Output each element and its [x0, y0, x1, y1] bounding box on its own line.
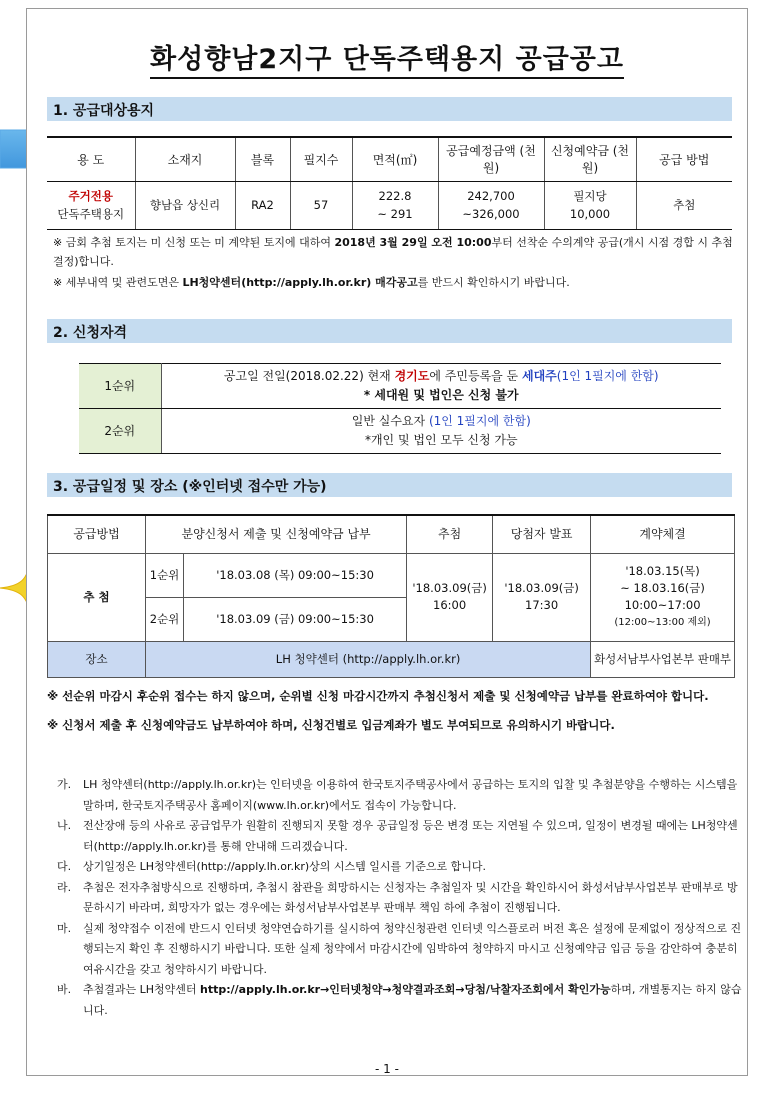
cell-location: 향남읍 상신리: [135, 181, 235, 229]
table-row: [48, 641, 735, 677]
important-note: ※ 신청서 제출 후 신청예약금도 납부하여야 하며, 신청건별로 입금계좌가 별도 부여되므로 유의하시기 바랍니다.: [47, 718, 615, 732]
table-row: [79, 364, 721, 409]
schedule-table: [47, 514, 735, 678]
table-header-row: [47, 137, 732, 181]
col-use: 용 도: [47, 137, 135, 181]
cell-rank-1-date: '18.03.08 (목) 09:00~15:30: [184, 553, 407, 597]
note-2: ※ 세부내역 및 관련도면은 LH청약센터(http://apply.lh.or.kr) 매각공고를 반드시 확인하시기 바랍니다.: [53, 276, 570, 289]
section-2-heading: 2. 신청자격: [47, 319, 732, 343]
table-row: [48, 553, 735, 597]
cell-price: 242,700 ~326,000: [438, 181, 544, 229]
section-1-heading: 1. 공급대상용지: [47, 97, 732, 121]
rank-1-desc: 공고일 전일(2018.02.22) 현재 경기도에 주민등록을 둔 세대주(1인 1필지에 한함) * 세대원 및 법인은 신청 불가: [161, 364, 721, 409]
important-note: ※ 선순위 마감시 후순위 접수는 하지 않으며, 순위별 신청 마감시간까지 추첨신청서 제출 및 신청예약금 납부를 완료하여야 합니다.: [47, 689, 709, 703]
col-draw: 추첨: [407, 515, 493, 553]
cell-announce: '18.03.09(금) 17:30: [493, 553, 591, 641]
cell-area: 222.8 ~ 291: [352, 181, 438, 229]
page-title: 화성향남2지구 단독주택용지 공급공고: [27, 37, 747, 76]
cell-rank-2: 2순위: [146, 597, 184, 641]
cell-rank-2-date: '18.03.09 (금) 09:00~15:30: [184, 597, 407, 641]
eligibility-table: [79, 363, 721, 454]
list-item: 가. LH 청약센터(http://apply.lh.or.kr)는 인터넷을 이용하여 한국토지주택공사에서 공급하는 토지의 입찰 및 추첨분양을 수행하는 시스템을 말하며, 한국토지주택공사 홈페이지(www.lh.or.kr)에서도 접속이 가능합니다.: [57, 778, 738, 812]
supply-land-table: [47, 136, 732, 230]
important-notes: [47, 687, 737, 735]
col-block: 블록: [235, 137, 290, 181]
document-page: [26, 8, 748, 1076]
section-3-heading: 3. 공급일정 및 장소 (※인터넷 접수만 가능): [47, 473, 732, 497]
col-deposit: 신청예약금 (천원): [544, 137, 636, 181]
list-item: 라. 추첨은 전자추첨방식으로 진행하며, 추첨시 참관을 희망하시는 신청자는 추첨일자 및 시간을 확인하시어 화성서남부사업본부 판매부로 방문하시기 바라며, 희망자가 없는 경우에는 화성서남부사업본부 판매부 책임 하에 추첨이 진행됩니다.: [57, 880, 738, 914]
cell-contract: '18.03.15(목) ~ 18.03.16(금) 10:00~17:00 (12:00~13:00 제외): [591, 553, 735, 641]
cell-method: 추첨: [636, 181, 732, 229]
page-number: - 1 -: [375, 1062, 399, 1076]
col-contract: 계약체결: [591, 515, 735, 553]
list-item: 바. 추첨결과는 LH청약센터 http://apply.lh.or.kr→인터넷청약→청약결과조회→당첨/낙찰자조회에서 확인가능하며, 개별통지는 하지 않습니다.: [57, 983, 742, 1017]
list-item: 마. 실제 청약접수 이전에 반드시 인터넷 청약연습하기를 실시하여 청약신청관련 인터넷 익스플로러 버전 혹은 설정에 문제없이 정상적으로 진행되는지 확인 후 진행하시기 바랍니다. 또한 실제 청약에서 마감시간에 임박하여 청약하지 마시고 신청예약금 입금 등을 감안하여 충분히 여유시간을 갖고 청약하시기 바랍니다.: [57, 921, 742, 976]
col-announce: 당첨자 발표: [493, 515, 591, 553]
notes-list: [57, 775, 747, 1021]
rank-1-label: 1순위: [79, 364, 161, 409]
cell-deposit: 필지당 10,000: [544, 181, 636, 229]
table-row: [79, 409, 721, 454]
cell-method: 추 첨: [48, 553, 146, 641]
cell-place-value: LH 청약센터 (http://apply.lh.or.kr): [146, 641, 591, 677]
list-item: 다. 상기일정은 LH청약센터(http://apply.lh.or.kr)상의 시스템 일시를 기준으로 합니다.: [57, 860, 487, 873]
cell-place-right: 화성서남부사업본부 판매부: [591, 641, 735, 677]
table-header-row: [48, 515, 735, 553]
col-area: 면적(㎡): [352, 137, 438, 181]
col-lots: 필지수: [290, 137, 352, 181]
cell-use: 주거전용 단독주택용지: [47, 181, 135, 229]
col-location: 소재지: [135, 137, 235, 181]
col-application: 분양신청서 제출 및 신청예약금 납부: [146, 515, 407, 553]
cell-rank-1: 1순위: [146, 553, 184, 597]
cell-draw: '18.03.09(금) 16:00: [407, 553, 493, 641]
note-1: ※ 금회 추첨 토지는 미 신청 또는 미 계약된 토지에 대하여 2018년 3월 29일 오전 10:00부터 선착순 수의계약 공급(개시 시점 경합 시 추첨 결정)합니다.: [53, 236, 733, 268]
cell-place-label: 장소: [48, 641, 146, 677]
list-item: 나. 전산장애 등의 사유로 공급업무가 원활히 진행되지 못할 경우 공급일정 등은 변경 또는 지연될 수 있으며, 일정이 변경될 때에는 LH청약센터(http://apply.lh.or.kr)를 통해 안내해 드리겠습니다.: [57, 819, 738, 853]
rank-2-desc: 일반 실수요자 (1인 1필지에 한함) *개인 및 법인 모두 신청 가능: [161, 409, 721, 454]
col-price: 공급예정금액 (천원): [438, 137, 544, 181]
cell-block: RA2: [235, 181, 290, 229]
col-method: 공급방법: [48, 515, 146, 553]
cell-lots: 57: [290, 181, 352, 229]
rank-2-label: 2순위: [79, 409, 161, 454]
col-method: 공급 방법: [636, 137, 732, 181]
table-row: [47, 181, 732, 229]
